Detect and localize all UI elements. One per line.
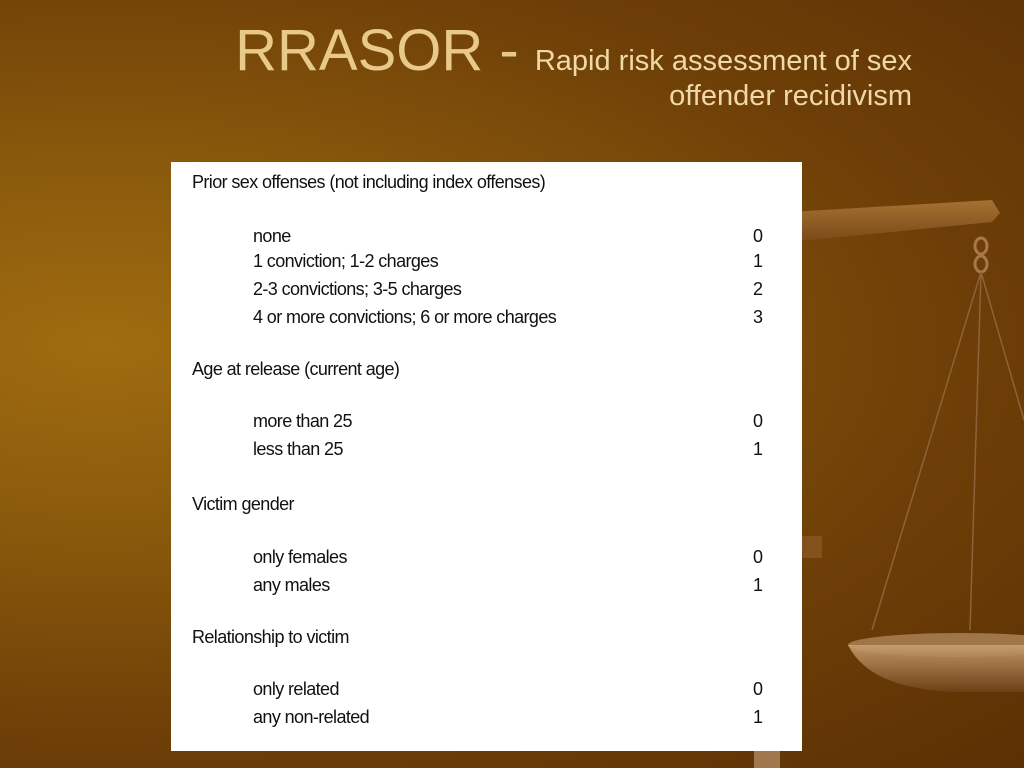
list-item (171, 679, 802, 703)
item-score: 1 (753, 251, 763, 271)
item-label: any males (253, 575, 330, 595)
item-label: only related (253, 679, 339, 699)
item-label: any non-related (253, 707, 370, 727)
list-item (171, 279, 802, 303)
item-score: 0 (753, 226, 763, 246)
rrasor-score-table (171, 162, 802, 751)
section-heading-relationship-to-victim: Relationship to victim (192, 627, 349, 647)
list-item (171, 439, 802, 463)
section-heading-victim-gender: Victim gender (192, 494, 294, 514)
item-label: more than 25 (253, 411, 352, 431)
item-score: 1 (753, 575, 763, 595)
section-heading-prior-offenses: Prior sex offenses (not including index offenses) (192, 172, 546, 192)
item-label: 1 conviction; 1-2 charges (253, 251, 439, 271)
list-item (171, 707, 802, 731)
item-score: 0 (753, 679, 763, 699)
item-label: less than 25 (253, 439, 343, 459)
list-item (171, 575, 802, 599)
item-score: 2 (753, 279, 763, 299)
item-score: 1 (753, 439, 763, 459)
item-score: 0 (753, 547, 763, 567)
list-item (171, 411, 802, 435)
list-item (171, 251, 802, 275)
item-label: none (253, 226, 291, 246)
item-score: 1 (753, 707, 763, 727)
list-item (171, 307, 802, 331)
title-subtitle-line1: Rapid risk assessment of sex (534, 45, 912, 77)
title-acronym: RRASOR - (235, 18, 535, 83)
item-label: only females (253, 547, 347, 567)
item-score: 3 (753, 307, 763, 327)
section-heading-age-at-release: Age at release (current age) (192, 359, 400, 379)
list-item (171, 226, 802, 250)
item-score: 0 (753, 411, 763, 431)
slide-title (132, 18, 912, 112)
item-label: 4 or more convictions; 6 or more charges (253, 307, 557, 327)
item-label: 2-3 convictions; 3-5 charges (253, 279, 462, 299)
title-subtitle-line2: offender recidivism (669, 80, 912, 112)
list-item (171, 547, 802, 571)
